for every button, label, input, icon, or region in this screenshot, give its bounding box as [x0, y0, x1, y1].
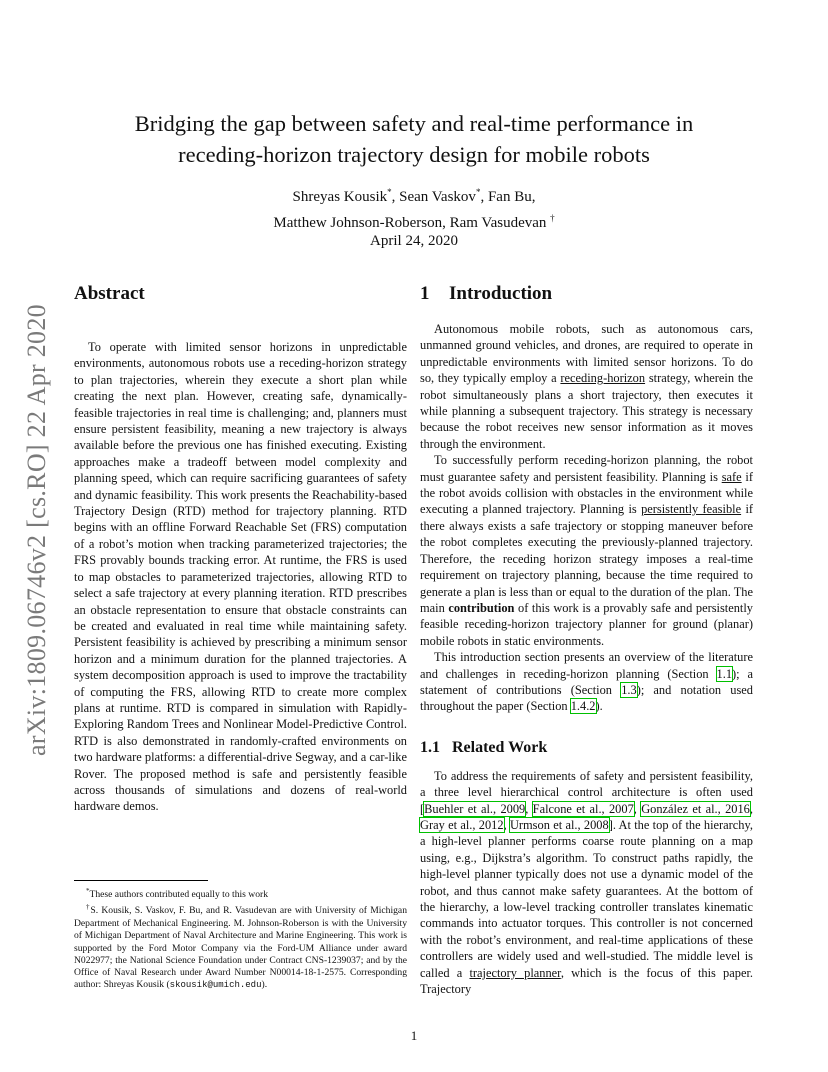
author-line-2	[80, 208, 748, 234]
related-work-paragraph: To address the requirements of safety and persistent feasibility, a three level hierarchical control architecture is often used [Buehler et al., 2009, Falcone et al., 2007, González et al., 2016, Gray et al., 2012, Urmson et al., 2008]. At the top of the hierarchy, a high-level planner performs coarse route planning on a map using, e.g., Dijkstra’s algorithm. To construct paths rapidly, the high-level planner typically does not use a dynamic model of the robot, and thus cannot make safety guarantees. At the bottom of the hierarchy, a low-level tracking controller translates kinematic commands into actuator torques. This controller is not concerned with the robot’s environment, and real-time applications of these controllers are widely used and well-studied. The middle level is called a trajectory planner, which is the focus of this paper. Trajectory	[420, 768, 753, 997]
subsection-number: 1.1	[420, 738, 440, 756]
intro-paragraph-1: Autonomous mobile robots, such as autonomous cars, unmanned ground vehicles, and drones, are required to operate in unpredictable environments with limited sensor horizons. To do so, they typically employ a receding-horizon strategy, wherein the robot simultaneously plans a short trajectory, then executes it while planning a subsequent trajectory. This strategy is necessary because the robot receives new sensor information as it moves through the environment.	[420, 322, 753, 451]
author-kousik: Shreyas Kousik	[292, 189, 388, 205]
footnote-2: †S. Kousik, S. Vaskov, F. Bu, and R. Vasudevan are with University of Michigan Department of Mechanical Engineering. M. Johnson-Roberson is with the University of Michigan Department of Naval Architecture and Marine Engineering. This work is supported by the Ford Motor Company via the Ford-UM Alliance under award N022977; the National Science Foundation under Contract CNS-1239037; and by the Office of Naval Research under Award Number N00014-18-1-2575. Corresponding author: Shreyas Kousik (skousik@umich.edu).	[74, 903, 407, 991]
author-line-1	[80, 182, 748, 208]
author-names-line-2: Matthew Johnson-Roberson, Ram Vasudevan	[273, 215, 547, 231]
author-list	[80, 182, 748, 234]
citation-falcone[interactable]: Falcone et al., 2007	[532, 801, 634, 816]
affiliation-mark: †	[550, 213, 555, 223]
section-link-1-4-2[interactable]: 1.4.2	[570, 699, 596, 714]
author-bu: , Fan Bu,	[480, 189, 536, 205]
footnote-1: *These authors contributed equally to this work	[86, 887, 269, 901]
paper-title	[80, 108, 748, 170]
section-link-1-3[interactable]: 1.3	[621, 682, 637, 697]
paper-date: April 24, 2020	[370, 233, 458, 249]
term-trajectory-planner: trajectory planner	[469, 965, 561, 980]
arxiv-identifier-text: arXiv:1809.06746v2 [cs.RO] 22 Apr 2020	[22, 304, 52, 756]
subsection-title: Related Work	[452, 738, 548, 756]
equal-contribution-mark: *	[387, 187, 392, 197]
abstract-heading: Abstract	[74, 283, 145, 304]
footnote-rule	[74, 880, 208, 881]
citation-urmson[interactable]: Urmson et al., 2008	[509, 817, 609, 832]
section-link-1-1[interactable]: 1.1	[716, 666, 733, 681]
term-persistently-feasible: persistently feasible	[641, 502, 742, 517]
left-column	[74, 283, 407, 815]
intro-paragraph-3: This introduction section presents an overview of the literature and challenges in receding-horizon planning (Section 1.1); a statement of contributions (Section 1.3); and notation used throughout the paper (Section 1.4.2).	[420, 650, 754, 714]
section-title: Introduction	[449, 283, 553, 304]
page-number: 1	[410, 1028, 418, 1043]
footnotes	[74, 885, 407, 992]
author-vaskov: , Sean Vaskov	[391, 189, 476, 205]
right-column	[420, 283, 753, 997]
title-line-1: Bridging the gap between safety and real-time performance in	[134, 111, 694, 136]
equal-contribution-mark: *	[475, 187, 481, 197]
abstract-text: To operate with limited sensor horizons in unpredictable environments, autonomous robots use a receding-horizon strategy to plan trajectories, wherein they execute a short plan while creating the next plan. However, creating safe, dynamically-feasible trajectories in real time is challenging; and, planners must ensure persistent feasibility, meaning a new trajectory is always available before the previous one has finished executing. Existing approaches make a tradeoff between model complexity and planning speed, which can require sacrificing guarantees of safety and dynamic feasibility. This work presents the Reachability-based Trajectory Design (RTD) method for trajectory planning. RTD begins with an offline Forward Reachable Set (FRS) computation of a robot’s motion when tracking parameterized trajectories; the FRS provably bounds tracking error. At runtime, the FRS is used to map obstacles to parameterized trajectories, allowing RTD to select a safe trajectory at every planning iteration. RTD prescribes an obstacle representation to ensure that obstacle constraints can be created and evaluated in real time while maintaining safety. Persistent feasibility is achieved by prescribing a minimum sensor horizon and a minimum duration for the planned trajectories. A system decomposition approach is used to improve the tractability of computing the FRS, allowing RTD to create more complex plans at runtime. RTD is compared in simulation with Rapidly-Exploring Random Trees and Nonlinear Model-Predictive Control. RTD is also demonstrated in randomly-crafted environments on two hardware platforms: a differential-drive Segway, and a car-like Rover. The proposed method is safe and persistently feasible across thousands of simulations and dozens of real-world hardware demos.	[74, 340, 407, 814]
introduction-heading	[420, 283, 753, 305]
arxiv-identifier	[12, 280, 62, 780]
term-safe: safe	[721, 469, 742, 484]
intro-paragraph-2: To successfully perform receding-horizon planning, the robot must guarantee safety and persistent feasibility. Planning is safe if the robot avoids collision with obstacles in the environment while executing a planned trajectory. Planning is persistently feasible if there always exists a safe trajectory or stopping maneuver before the robot completes executing the previously-planned trajectory. Therefore, the receding horizon strategy imposes a real-time requirement on trajectory planning, because the time required to generate a plan is less than or equal to the duration of the plan. The main contribution of this work is a provably safe and persistently feasible receding-horizon trajectory planner for ground (planar) mobile robots in static environments.	[420, 453, 754, 648]
related-work-heading	[420, 739, 753, 757]
term-contribution: contribution	[448, 600, 515, 615]
citation-gonzalez[interactable]: González et al., 2016	[641, 801, 750, 816]
title-line-2: receding-horizon trajectory design for mobile robots	[178, 142, 650, 167]
citation-gray[interactable]: Gray et al., 2012	[420, 817, 504, 832]
section-number: 1	[420, 283, 430, 304]
term-receding-horizon: receding-horizon	[560, 371, 646, 386]
author-email[interactable]: skousik@umich.edu	[169, 980, 262, 991]
citation-buehler[interactable]: Buehler et al., 2009	[424, 801, 526, 816]
